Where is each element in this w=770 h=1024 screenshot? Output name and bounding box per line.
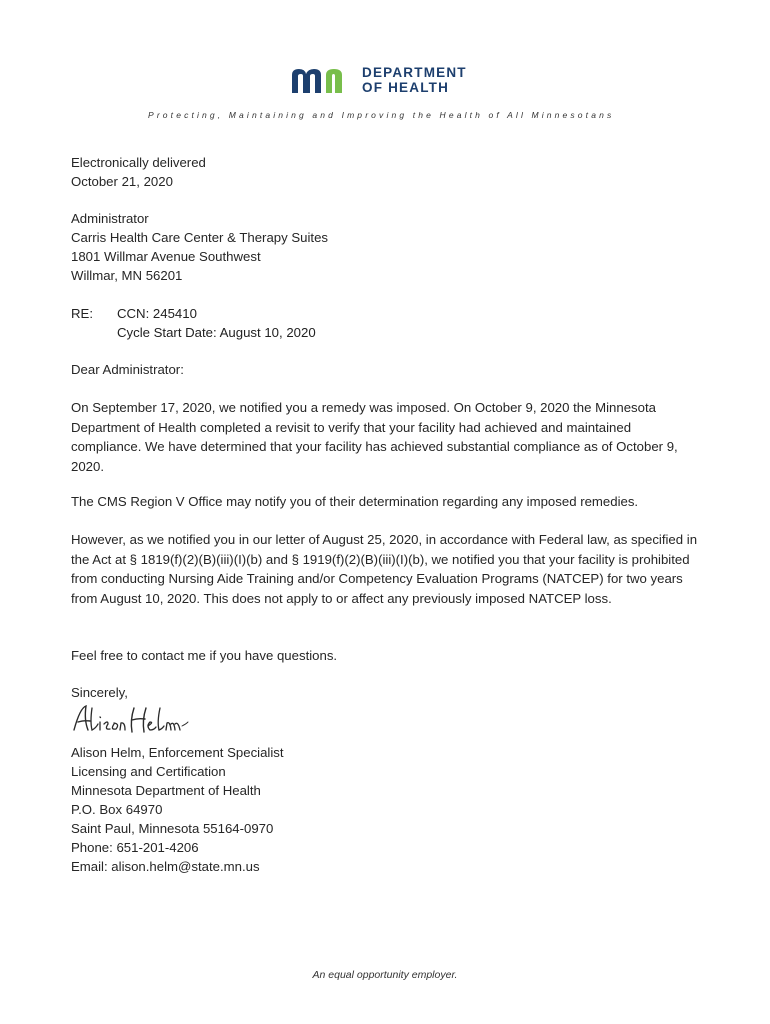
signer-phone: Phone: 651-201-4206 <box>71 840 199 855</box>
paragraph-compliance: On September 17, 2020, we notified you a remedy was imposed. On October 9, 2020 the Minnesota Department of Health completed a revisit to verify that your facility had achieved and maintained compliance. We have determined that your facility has achieved substantial compliance as of October 9, 2020. <box>71 400 678 474</box>
delivery-block <box>71 153 701 191</box>
paragraph-cms: The CMS Region V Office may notify you of their determination regarding any imposed remedies. <box>71 494 639 509</box>
re-details <box>117 304 316 342</box>
re-cycle-date: Cycle Start Date: August 10, 2020 <box>117 325 316 340</box>
signer-city: Saint Paul, Minnesota 55164-0970 <box>71 821 274 836</box>
recipient-title: Administrator <box>71 211 149 226</box>
tagline: Protecting, Maintaining and Improving the Health of All Minnesotans <box>148 110 615 120</box>
signer-block <box>71 743 701 876</box>
paragraph-contact: Feel free to contact me if you have questions. <box>71 648 338 663</box>
signer-po-box: P.O. Box 64970 <box>71 802 163 817</box>
signer-email: Email: alison.helm@state.mn.us <box>71 859 260 874</box>
recipient-address <box>71 209 701 285</box>
mn-logo-icon <box>290 66 356 94</box>
re-ccn: CCN: 245410 <box>117 306 197 321</box>
letter-date: October 21, 2020 <box>71 174 173 189</box>
mdh-logo <box>290 64 490 96</box>
footer-eoe: An equal opportunity employer. <box>312 969 458 981</box>
handwritten-signature <box>70 700 190 740</box>
logo-wordmark <box>362 65 467 95</box>
salutation: Dear Administrator: <box>71 362 184 377</box>
paragraph-natcep: However, as we notified you in our letter of August 25, 2020, in accordance with Federal law, as specified in the Act at § 1819(f)(2)(B)(iii)(I)(b) and § 1919(f)(2)(B)(iii)(I)(b), we notified you that your facility is prohibited from conducting Nursing Aide Training and/or Competency Evaluation Programs (NATCEP) for two years from August 10, 2020. This does not apply to or affect any previously imposed NATCEP loss. <box>71 532 698 606</box>
logo-line2: OF HEALTH <box>362 80 450 95</box>
signer-department: Minnesota Department of Health <box>71 783 261 798</box>
delivery-method: Electronically delivered <box>71 155 206 170</box>
recipient-street: 1801 Willmar Avenue Southwest <box>71 249 261 264</box>
recipient-facility: Carris Health Care Center & Therapy Suites <box>71 230 329 245</box>
re-label: RE: <box>71 306 93 321</box>
signer-name-title: Alison Helm, Enforcement Specialist <box>71 745 284 760</box>
closing: Sincerely, <box>71 685 128 700</box>
recipient-city: Willmar, MN 56201 <box>71 268 183 283</box>
logo-line1: DEPARTMENT <box>362 65 467 80</box>
signer-unit: Licensing and Certification <box>71 764 226 779</box>
